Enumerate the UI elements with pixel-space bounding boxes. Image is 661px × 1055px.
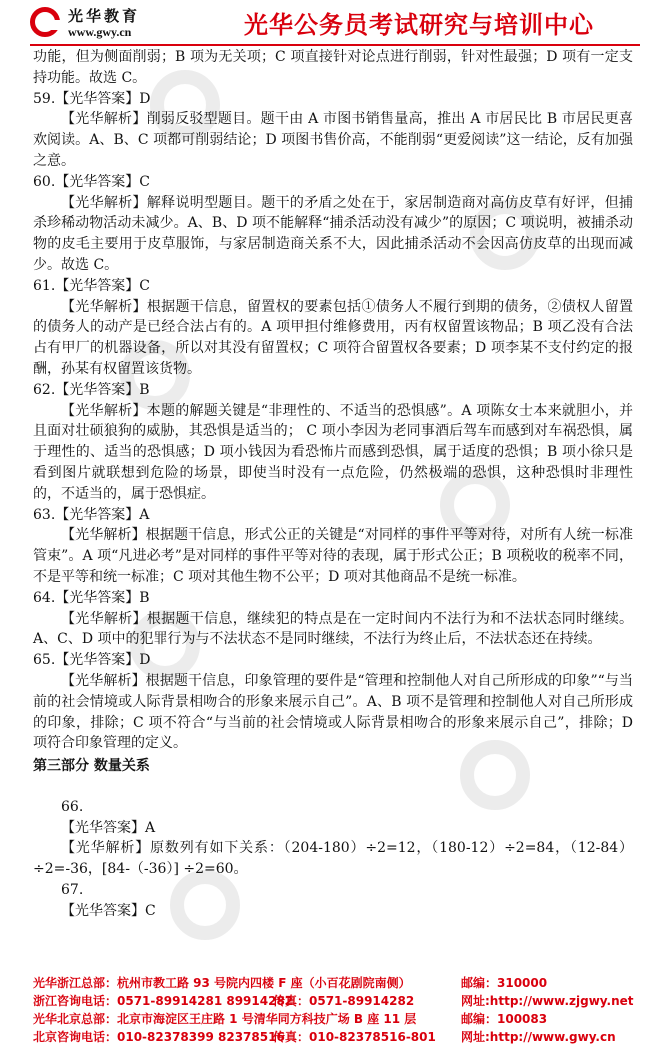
footer-phone: 浙江咨询电话：0571-89914281 89914282 (33, 994, 294, 1008)
footer-postcode: 邮编：100083 (461, 1012, 548, 1026)
q65-answer: 65.【光华答案】D (33, 652, 151, 669)
footer-fax: 传真：010-82378516-801 (273, 1030, 436, 1044)
brand-name: 光华教育 (68, 7, 141, 25)
q66-answer: 【光华答案】A (61, 819, 156, 836)
q59-answer: 59.【光华答案】D (33, 90, 151, 107)
footer-postcode: 邮编：310000 (461, 976, 548, 990)
q61-answer: 61.【光华答案】C (33, 277, 150, 294)
brand-logo-icon (30, 7, 60, 37)
header-title: 光华公务员考试研究与培训中心 (244, 11, 594, 39)
paragraph-continued: 功能，但为侧面削弱；B 项为无关项；C 项直接针对论点进行削弱，针对性最强；D 项有一定支持功能。故选 C。 (33, 49, 633, 86)
header-divider (30, 44, 640, 46)
q63-answer: 63.【光华答案】A (33, 506, 150, 523)
q60-answer: 60.【光华答案】C (33, 173, 150, 190)
footer-address: 光华北京总部：北京市海淀区王庄路 1 号清华同方科技广场 B 座 11 层 (33, 1012, 417, 1026)
q64-analysis: 【光华解析】根据题干信息，继续犯的特点是在一定时间内不法行为和不法状态同时继续。A、C、D 项中的犯罪行为与不法状态不是同时继续，不法行为终止后，不法状态还在持续。 (33, 610, 633, 648)
spacer (33, 777, 633, 797)
q62-analysis: 【光华解析】本题的解题关键是“非理性的、不适当的恐惧感”。A 项陈女士本来就胆小，并且面对壮硕狼狗的威胁，其恐惧是适当的； C 项小李因为老同事酒后驾车而感到对车祸恐惧，属于理性的、适当的恐惧感；D 项小钱因为看恐怖片而感到恐惧，属于适度的恐惧；B 项小徐只是看到图片就联想到危险的场景，即使当时没有一点危险，仍然极端的恐惧，这种恐惧时非理性的，不适当的，属于恐惧症。 (33, 402, 633, 502)
footer-phone: 北京咨询电话：010-82378399 82378516 (33, 1030, 285, 1044)
q61-analysis: 【光华解析】根据题干信息，留置权的要素包括①债务人不履行到期的债务，②债权人留置的债务人的动产是已经合法占有的。A 项甲担付维修费用，丙有权留置该物品；B 项乙没有合法占有甲厂的机器设备，所以对其没有留置权；C 项符合留置权各要素；D 项李某不支付约定的报酬，孙某有权留置该货物。 (33, 298, 633, 377)
section-heading: 第三部分 数量关系 (33, 758, 150, 775)
q60-analysis: 【光华解析】解释说明型题目。题干的矛盾之处在于，家居制造商对高仿皮草有好评，但捕杀珍稀动物活动未减少。A、B、D 项不能解释“捕杀活动没有减少”的原因；C 项说明，被捕杀动物的皮毛主要用于皮草服饰，与家居制造商关系不大，因此捕杀活动不会因高仿皮草的出现而减少。故选 C。 (33, 194, 633, 273)
q63-analysis: 【光华解析】根据题干信息，形式公正的关键是“对同样的事件平等对待，对所有人统一标准管束”。A 项“凡进必考”是对同样的事件平等对待的表现，属于形式公正；B 项税收的税率不同，不是平等和统一标准；C 项对其他生物不公平；D 项对其他商品不是统一标准。 (33, 527, 633, 585)
footer-website: 网址:http://www.gwy.cn (461, 1030, 616, 1044)
q64-answer: 64.【光华答案】B (33, 589, 150, 606)
document-body (33, 47, 633, 922)
brand-logo (30, 5, 230, 43)
brand-url: www.gwy.cn (68, 25, 132, 39)
footer-address: 光华浙江总部：杭州市教工路 93 号院内四楼 F 座（小百花剧院南侧） (33, 976, 411, 990)
q59-analysis: 【光华解析】削弱反驳型题目。题干由 A 市图书销售量高，推出 A 市居民比 B 市居民更喜欢阅读。A、B、C 项都可削弱结论；D 项图书售价高，不能削弱“更爱阅读”这一结论，反有加强之意。 (33, 111, 633, 169)
q65-analysis: 【光华解析】根据题干信息，印象管理的要件是“管理和控制他人对自己所形成的印象”“与当前的社会情境或人际背景相吻合的形象来展示自己”。A、B 项不是管理和控制他人对自己所形成的印象，排除；C 项不符合“与当前的社会情境或人际背景相吻合的形象来展示自己”，排除；D 项符合印象管理的定义。 (33, 672, 633, 752)
q67-number: 67. (61, 882, 84, 899)
footer-fax: 传真：0571-89914282 (273, 994, 415, 1008)
page-header (0, 0, 661, 44)
q66-number: 66. (61, 798, 84, 815)
q67-answer: 【光华答案】C (61, 902, 156, 919)
footer-website: 网址:http://www.zjgwy.net (461, 994, 634, 1008)
q62-answer: 62.【光华答案】B (33, 381, 150, 398)
q66-analysis: 【光华解析】原数列有如下关系：（204-180）÷2=12，（180-12）÷2=84，（12-84）÷2=-36，[84-（-36）] ÷2=60。 (33, 840, 633, 878)
